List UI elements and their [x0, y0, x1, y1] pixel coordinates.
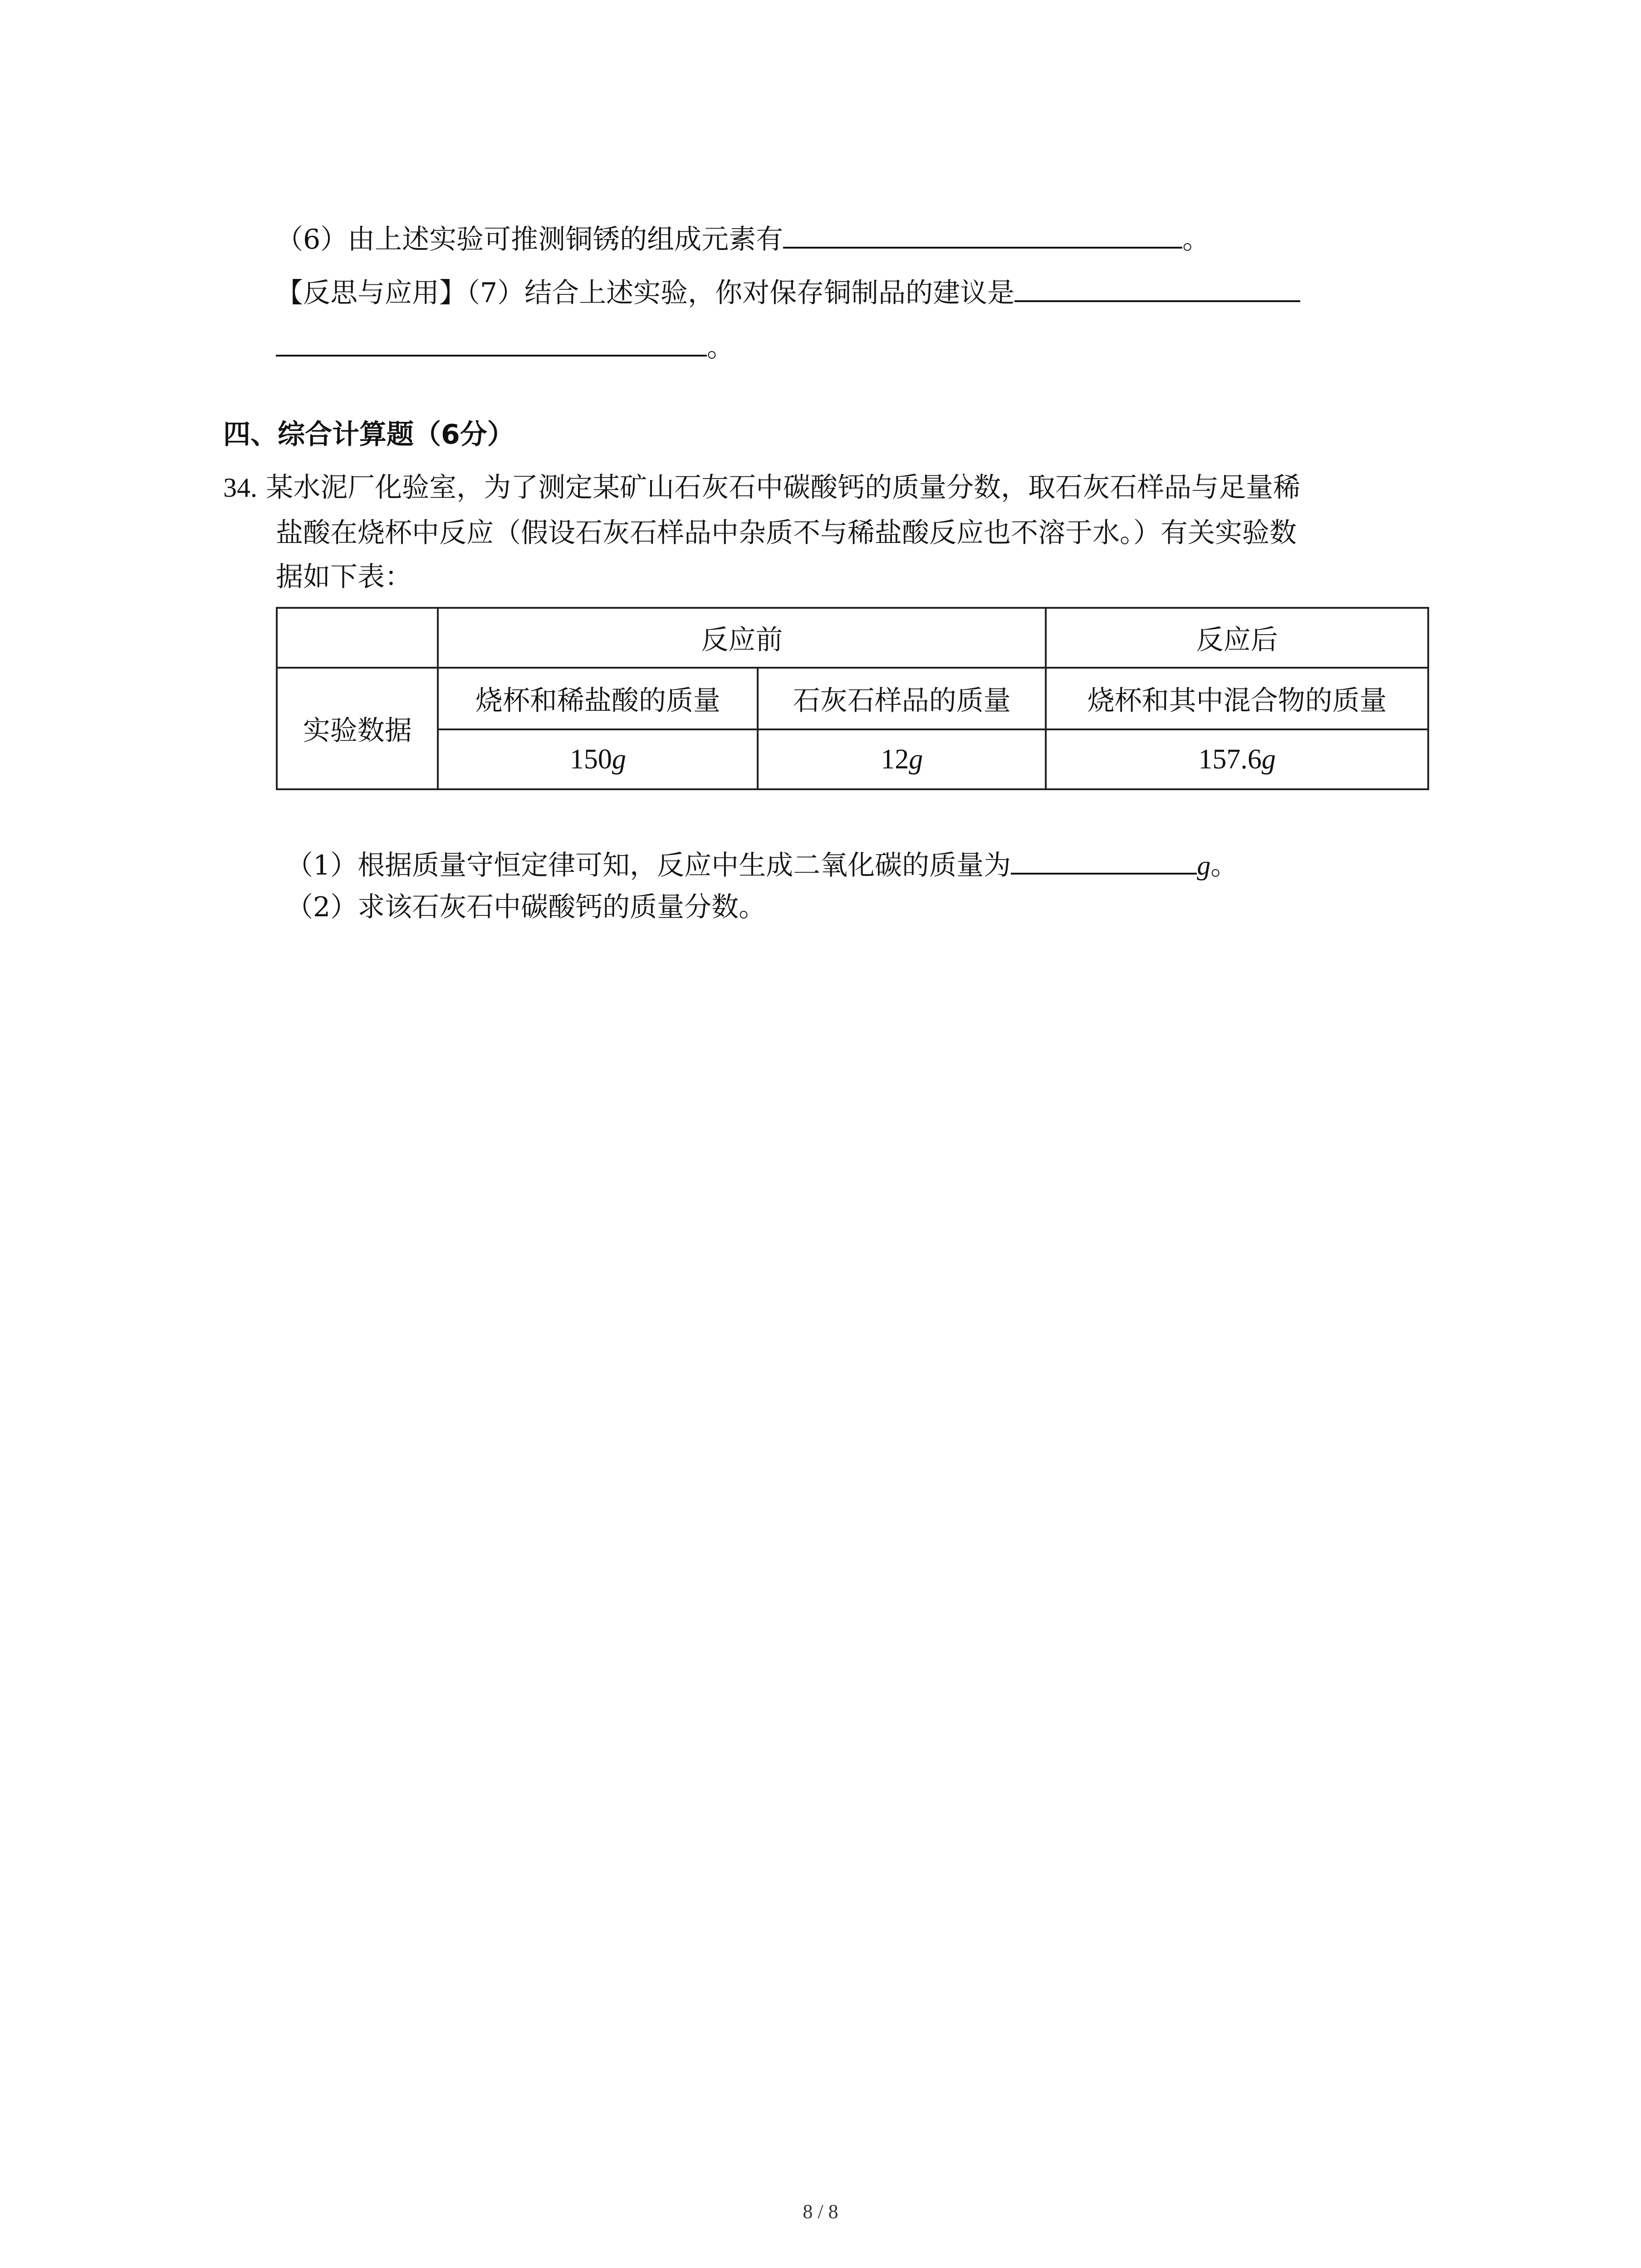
sub-1-text: （1）根据质量守恒定律可知，反应中生成二氧化碳的质量为 — [286, 850, 1011, 881]
question-34-text-line2: 盐酸在烧杯中反应（假设石灰石样品中杂质不与稀盐酸反应也不溶于水。）有关实验数 — [276, 517, 1297, 549]
table-column-label-row — [277, 668, 1428, 729]
question-7-text: 【反思与应用】（7）结合上述实验，你对保存铜制品的建议是 — [276, 277, 1015, 309]
value-limestone-mass — [758, 729, 1046, 789]
sub-1-end: 。 — [1210, 850, 1238, 881]
experiment-data-table — [276, 607, 1429, 790]
question-6-text: （6）由上述实验可推测铜锈的组成元素有 — [276, 224, 784, 255]
value-number: 157.6 — [1198, 743, 1262, 775]
question-34-line3 — [276, 559, 412, 595]
value-number: 150 — [569, 743, 612, 775]
value-beaker-mixture-mass — [1046, 729, 1428, 789]
value-number: 12 — [881, 743, 909, 775]
table-value-row — [277, 729, 1428, 789]
table-corner-cell — [277, 608, 438, 668]
question-6 — [276, 219, 1210, 258]
question-7-continuation — [276, 327, 734, 366]
sub-1-unit: g — [1197, 850, 1211, 880]
question-7-end: 。 — [707, 332, 734, 363]
value-beaker-acid-mass — [438, 729, 758, 789]
question-34-sub-2 — [286, 889, 766, 925]
question-7-answer-blank-line1[interactable] — [1014, 272, 1300, 302]
column-limestone-mass: 石灰石样品的质量 — [758, 668, 1046, 729]
question-34-sub-1 — [286, 845, 1238, 884]
question-34-line1 — [223, 469, 1300, 506]
header-before-reaction: 反应前 — [438, 608, 1046, 668]
question-6-end: 。 — [1182, 224, 1210, 255]
value-unit: g — [612, 743, 626, 775]
sub-1-answer-blank[interactable] — [1011, 845, 1197, 875]
row-label-experiment-data: 实验数据 — [277, 668, 438, 789]
value-unit: g — [1261, 743, 1276, 775]
sub-2-text: （2）求该石灰石中碳酸钙的质量分数。 — [286, 891, 766, 923]
section-4-title — [223, 416, 514, 453]
table-header-row — [277, 608, 1428, 668]
column-beaker-acid-mass: 烧杯和稀盐酸的质量 — [438, 668, 758, 729]
question-7-answer-blank-line2[interactable] — [276, 327, 707, 357]
column-beaker-mixture-mass: 烧杯和其中混合物的质量 — [1046, 668, 1428, 729]
question-34-line2 — [276, 515, 1297, 551]
question-34-text-line3: 据如下表： — [276, 561, 412, 593]
value-unit: g — [909, 743, 923, 775]
header-after-reaction: 反应后 — [1046, 608, 1428, 668]
question-34-number: 34. — [223, 473, 257, 503]
question-6-answer-blank[interactable] — [783, 219, 1182, 249]
question-7 — [276, 272, 1300, 311]
page-number: 8 / 8 — [803, 2200, 838, 2223]
section-4-title-text: 四、综合计算题（6分） — [223, 419, 514, 450]
question-34-text-line1: 某水泥厂化验室，为了测定某矿山石灰石中碳酸钙的质量分数，取石灰石样品与足量稀 — [266, 472, 1301, 503]
